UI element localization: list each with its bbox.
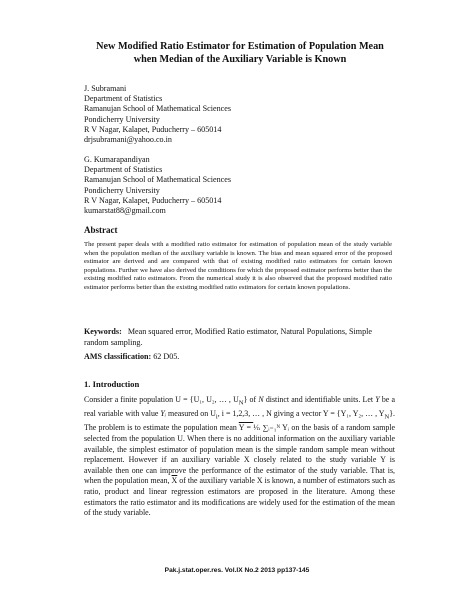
intro-text: }. The problem is to estimate the population mean (84, 409, 395, 433)
intro-text: distinct and identifiable units. Let (263, 395, 376, 404)
author-block-1 (84, 84, 231, 145)
intro-math: N (258, 395, 264, 404)
author-university: Pondicherry University (84, 114, 160, 124)
author-email: kumarstat88@gmail.com (84, 206, 166, 216)
ams-label: AMS classification: (84, 352, 152, 361)
journal-footer: Pak.j.stat.oper.res. Vol.IX No.2 2013 pp137-145 (164, 567, 310, 574)
title-line-2: when Median of the Auxiliary Variable is Known (133, 54, 347, 65)
keywords (84, 327, 394, 348)
intro-math: i (215, 413, 218, 421)
intro-math: $\overline{X}$ (171, 476, 178, 486)
author-university: Pondicherry University (84, 185, 160, 195)
intro-math: U = {U₁, U₂, … , U (175, 395, 239, 404)
author-department: Department of Statistics (84, 94, 163, 104)
author-department: Department of Statistics (84, 165, 163, 175)
author-email: drjsubramani@yahoo.co.in (84, 135, 172, 145)
title-line-1: New Modified Ratio Estimator for Estimation of Population Mean (96, 41, 384, 52)
intro-math: N (238, 399, 244, 407)
author-address: R V Nagar, Kalapet, Puducherry – 605014 (84, 124, 222, 134)
author-school: Ramanujan School of Mathematical Sciences (84, 104, 231, 114)
intro-math: N (384, 413, 390, 421)
intro-text: be a real variable with value (84, 395, 395, 419)
paper-title (70, 40, 410, 66)
intro-text: , i = 1,2,3, … , N giving a vector Y = {Y₁, Y₂, … , Y (217, 409, 385, 419)
intro-math: Y (375, 395, 380, 404)
intro-text: } of (243, 395, 259, 404)
intro-math: Y = (238, 423, 254, 433)
keywords-label: Keywords: (84, 327, 122, 336)
introduction-heading: 1. Introduction (84, 379, 140, 389)
author-block-2 (84, 155, 231, 216)
ams-value: 62 D05. (153, 352, 180, 361)
intro-text: on the basis of a random sample selected from the population U. When there is no additional information on the auxiliary variable available, the simplest estimator of population mean is the simple random sample mean without replacement. However if an auxiliary variable X closely related to the study variable Y is available then one can improve the performance of the estimator of the study variable. That is, when the population mean, (84, 423, 395, 486)
author-name: J. Subramani (84, 84, 127, 93)
author-address: R V Nagar, Kalapet, Puducherry – 605014 (84, 195, 222, 205)
intro-text: Consider a finite population (84, 395, 176, 404)
abstract-text: The present paper deals with a modified ratio estimator for estimation of population mean of the study variable when the population median of the auxiliary variable is known. The bias and mean squared error of the proposed estimator are derived and are compared with that of existing modified ratio estimators for certain known populations. Further we have also derived the conditions for which the proposed estimator performs better than the existing modified ratio estimators. From the numerical study it is also observed that the proposed modified ratio estimator performs better than the existing modified ratio estimators for certain known populations. (84, 241, 392, 291)
introduction-paragraph (84, 395, 395, 519)
author-school: Ramanujan School of Mathematical Sciences (84, 175, 231, 185)
keywords-text: Mean squared error, Modified Ratio estimator, Natural Populations, Simple random sampling. (84, 327, 372, 347)
ams-classification (84, 352, 394, 363)
author-name: G. Kumarapandiyan (84, 155, 150, 164)
intro-text: measured on U (166, 409, 216, 419)
intro-text: of the auxiliary variable X is known, a number of estimators such as ratio, product and linear regression estimators are proposed in the literature. Among these estimators the ratio estimator and its modifications are widely used for the estimation of the mean of the study variable. (84, 476, 395, 518)
intro-math: Yᵢ (160, 409, 167, 419)
abstract-heading: Abstract (84, 225, 118, 235)
intro-math: ¹⁄ₙ ∑ᵢ₌₁ᴺ Yᵢ (253, 423, 290, 433)
